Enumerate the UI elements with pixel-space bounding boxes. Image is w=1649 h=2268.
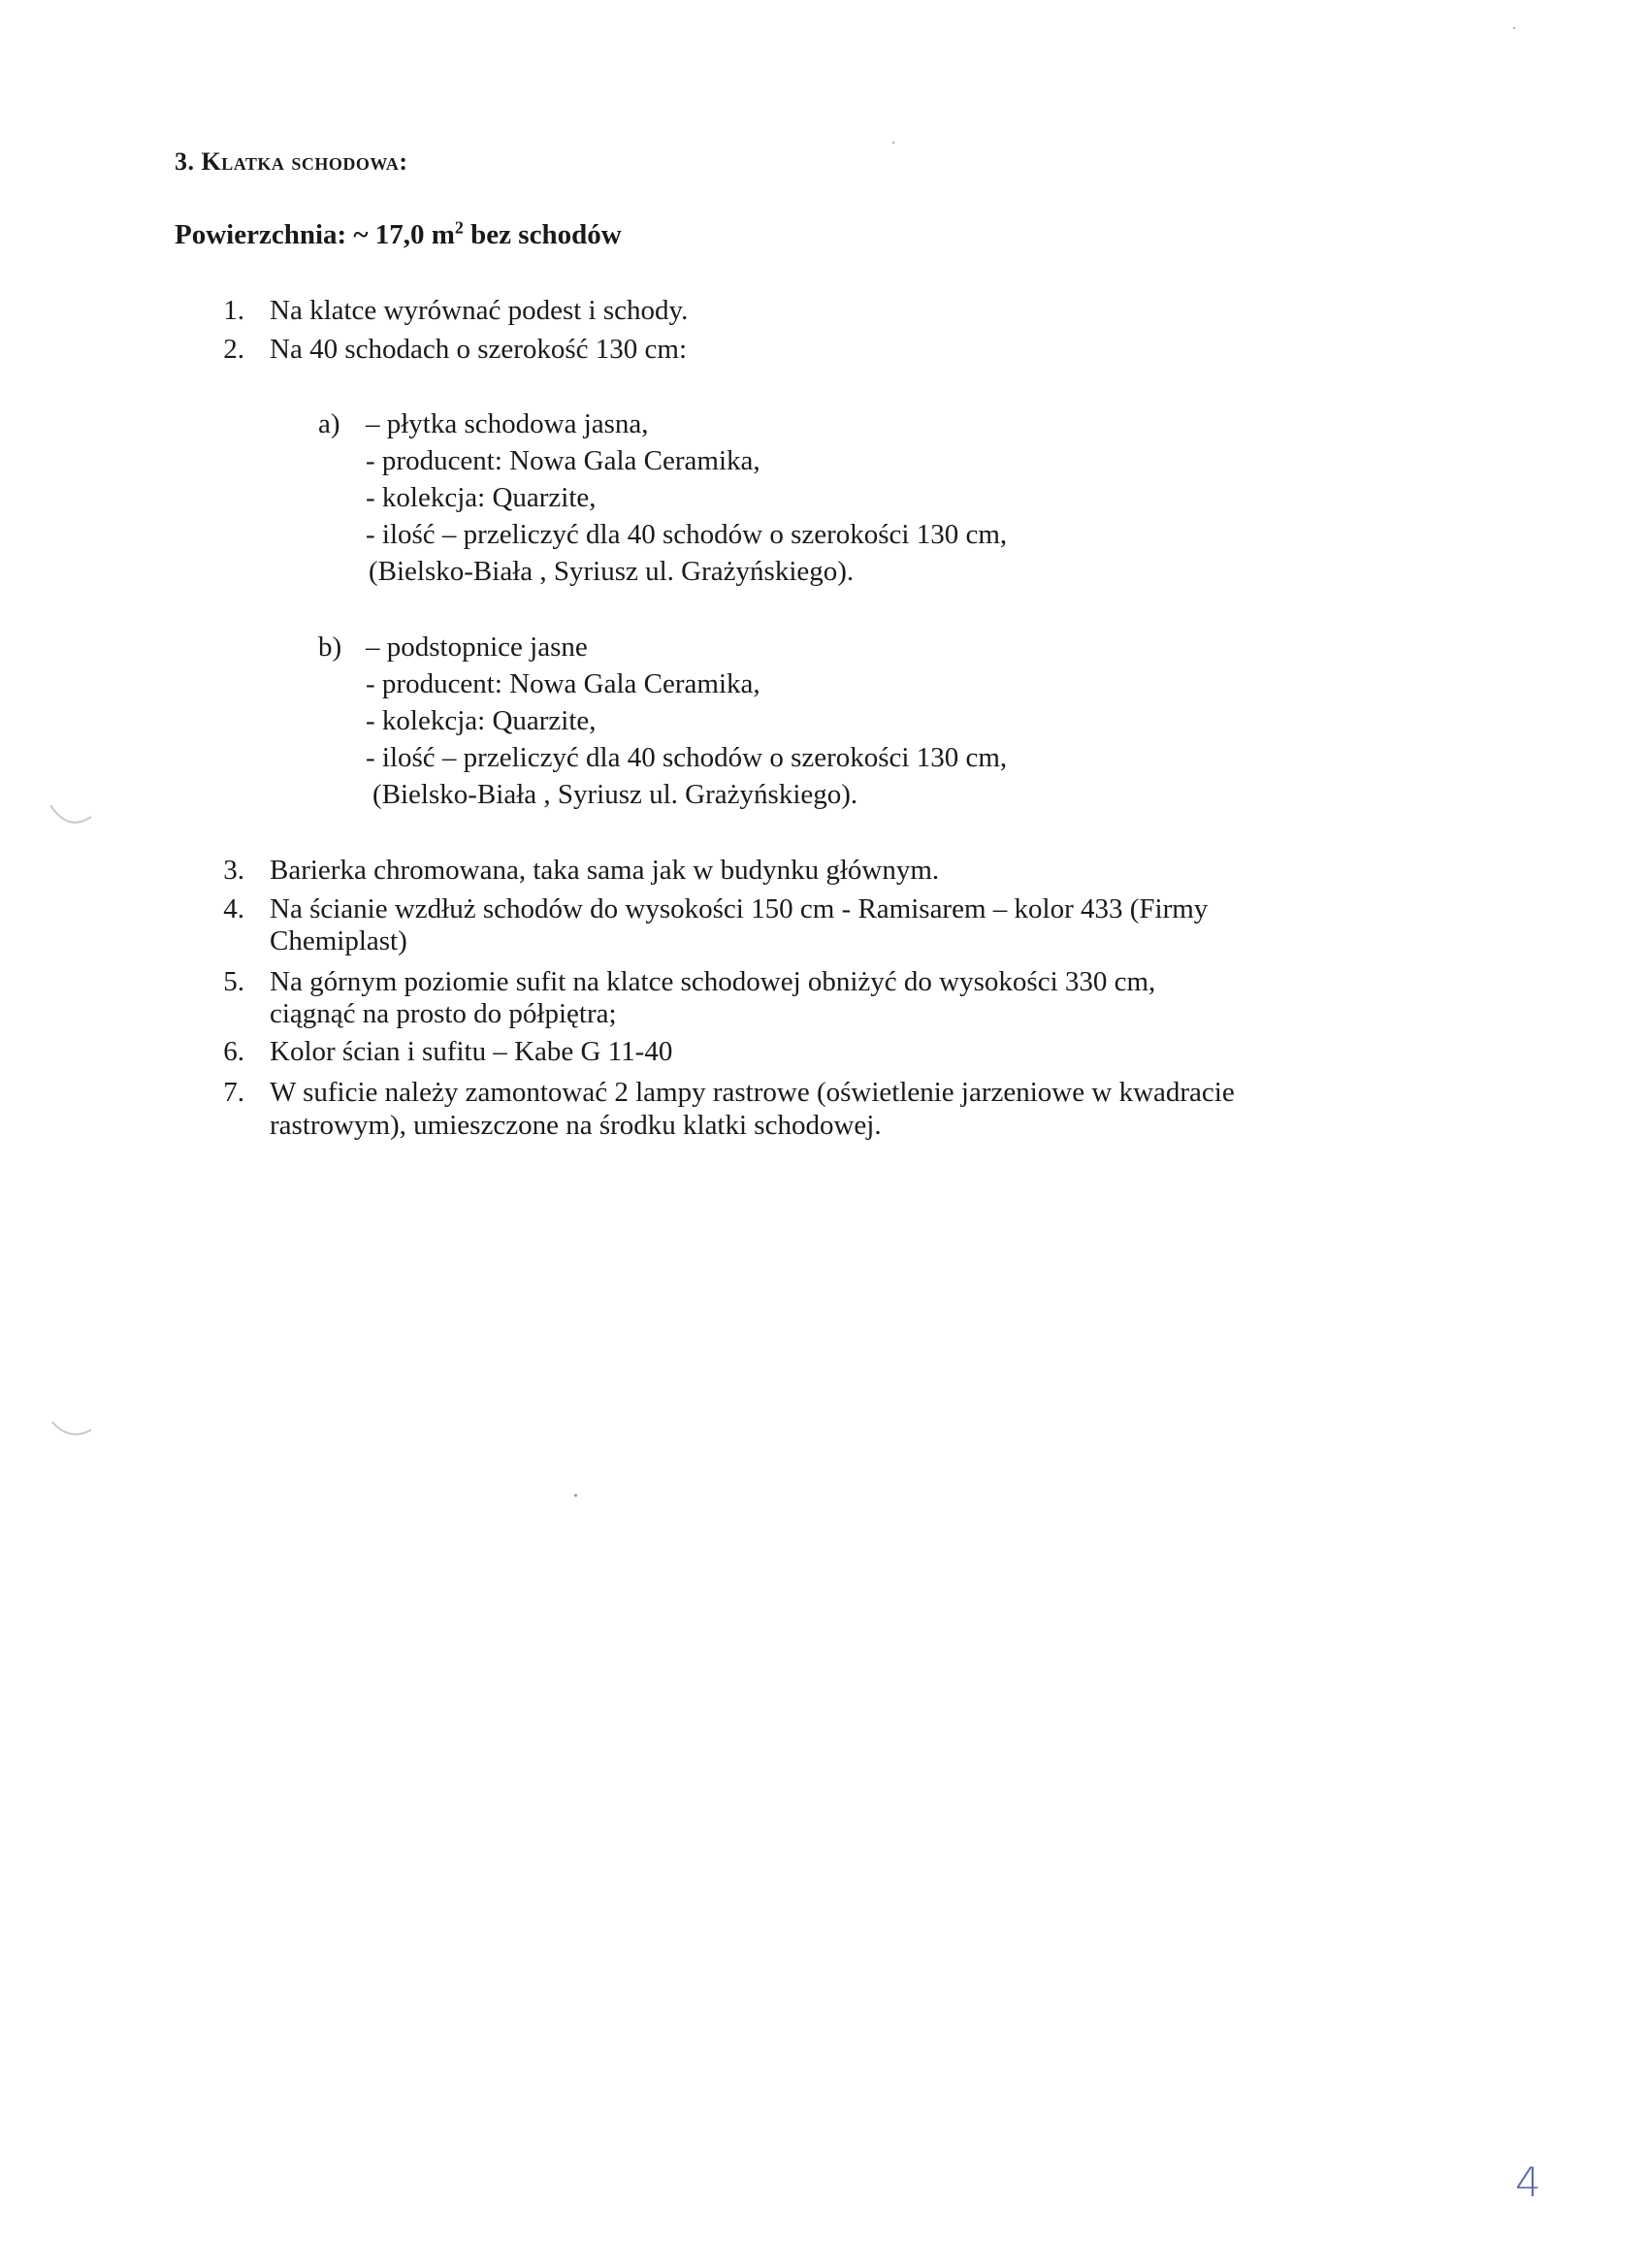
list-item-text: ciągnąć na prosto do półpiętra;	[270, 998, 617, 1029]
area-label: Powierzchnia:	[175, 219, 347, 250]
area-suffix: bez schodów	[470, 219, 622, 250]
list-item-text: Kolor ścian i sufitu – Kabe G 11-40	[270, 1036, 673, 1067]
section-title-text: Klatka schodowa:	[201, 147, 408, 176]
subitem-line: - kolekcja: Quarzite,	[366, 705, 597, 736]
list-item-number: 3.	[223, 855, 244, 886]
page-number: 4	[1515, 2158, 1541, 2206]
area-line	[175, 219, 622, 251]
list-item-text: Na ścianie wzdłuż schodów do wysokości 150 cm - Ramisarem – kolor 433 (Firmy	[270, 893, 1209, 924]
list-item-text: Na klatce wyrównać podest i schody.	[270, 295, 689, 326]
section-heading	[175, 147, 408, 177]
scan-speck	[892, 142, 894, 144]
list-item-number: 1.	[223, 295, 244, 326]
binder-hole-mark	[47, 1409, 95, 1447]
scan-speck	[1513, 27, 1515, 29]
list-item-text: Na 40 schodach o szerokość 130 cm:	[270, 334, 688, 365]
subitem-line: - ilość – przeliczyć dla 40 schodów o szerokości 130 cm,	[366, 519, 1008, 550]
list-item-number: 4.	[223, 893, 244, 924]
subitem-line: (Bielsko-Biała , Syriusz ul. Grażyńskiego).	[372, 779, 858, 810]
subitem-line: – płytka schodowa jasna,	[366, 408, 649, 439]
list-item-number: 6.	[223, 1036, 244, 1067]
area-exponent: 2	[454, 217, 464, 238]
list-item-number: 5.	[223, 966, 244, 997]
binder-hole-mark	[47, 795, 95, 834]
scan-speck	[574, 1494, 577, 1497]
list-item-text: W suficie należy zamontować 2 lampy rastrowe (oświetlenie jarzeniowe w kwadracie	[270, 1077, 1235, 1108]
area-value: ~ 17,0 m	[353, 219, 455, 250]
list-item-text: rastrowym), umieszczone na środku klatki schodowej.	[270, 1110, 882, 1141]
subitem-line: - producent: Nowa Gala Ceramika,	[366, 668, 760, 699]
list-item-number: 2.	[223, 334, 244, 365]
list-item-text: Na górnym poziomie sufit na klatce schodowej obniżyć do wysokości 330 cm,	[270, 966, 1156, 997]
subitem-line: – podstopnice jasne	[366, 632, 588, 663]
section-number: 3.	[175, 147, 195, 176]
subitem-line: - ilość – przeliczyć dla 40 schodów o szerokości 130 cm,	[366, 742, 1008, 773]
subitem-line: - producent: Nowa Gala Ceramika,	[366, 445, 760, 476]
subitem-line: - kolekcja: Quarzite,	[366, 482, 597, 513]
subitem-letter: a)	[318, 408, 340, 439]
list-item-text: Barierka chromowana, taka sama jak w budynku głównym.	[270, 855, 940, 886]
subitem-line: (Bielsko-Biała , Syriusz ul. Grażyńskiego).	[369, 556, 855, 587]
subitem-letter: b)	[318, 632, 342, 663]
list-item-number: 7.	[223, 1077, 244, 1108]
list-item-text: Chemiplast)	[270, 925, 407, 956]
